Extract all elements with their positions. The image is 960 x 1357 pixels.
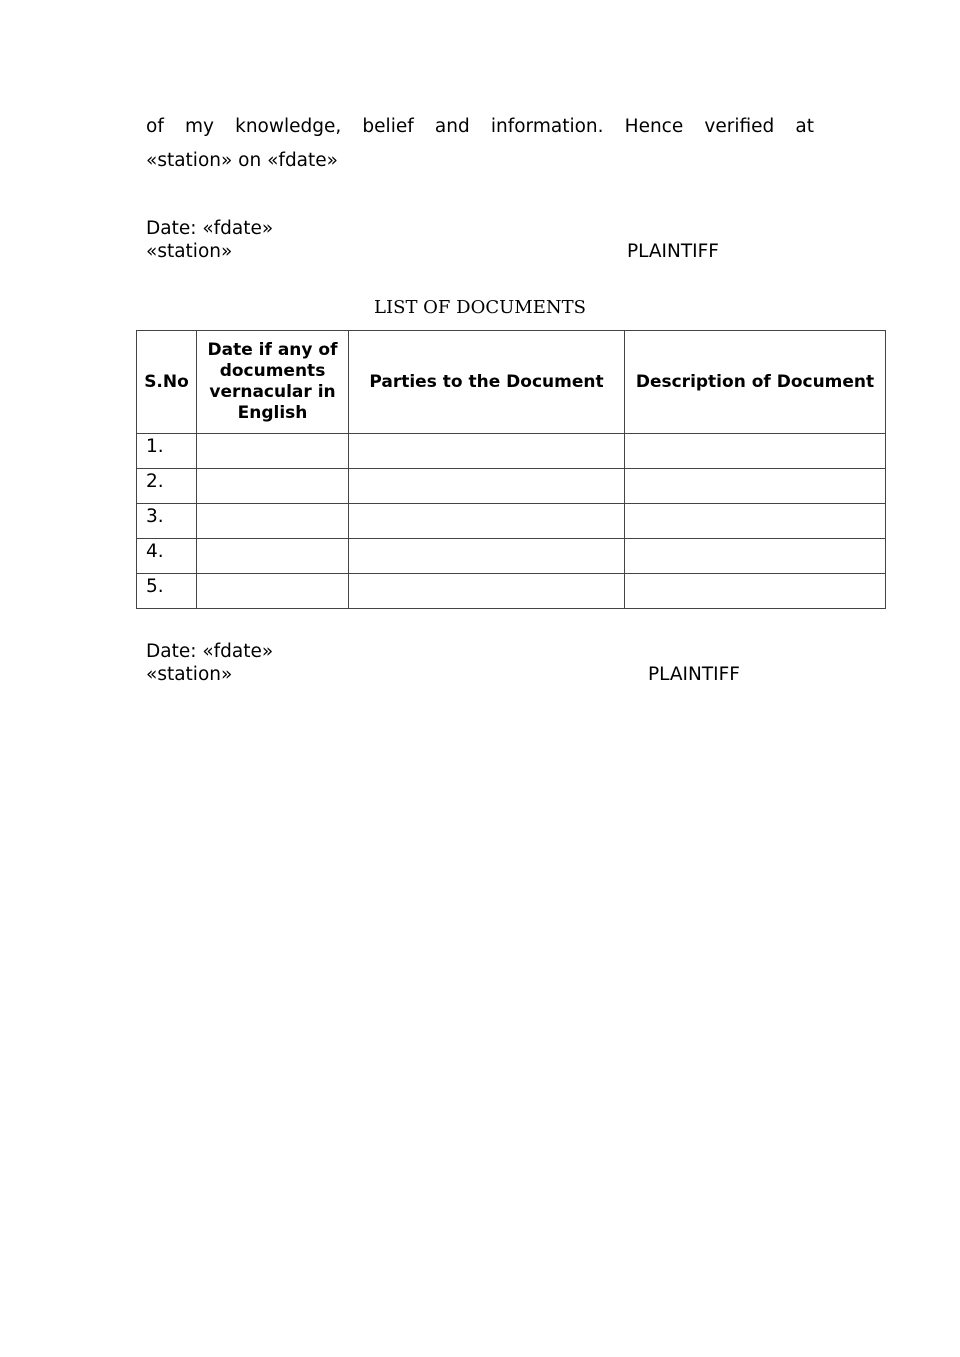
header-parties: Parties to the Document — [349, 331, 625, 434]
row-sno: 5. — [137, 574, 197, 609]
row-date-cell — [197, 504, 349, 539]
table-row — [137, 504, 886, 539]
verification-paragraph — [146, 110, 814, 178]
verification-line-1: of my knowledge, belief and information. Hence verified at — [146, 116, 814, 137]
row-description-cell — [625, 504, 886, 539]
row-date-cell — [197, 539, 349, 574]
row-parties-cell — [349, 434, 625, 469]
row-parties-cell — [349, 469, 625, 504]
table-row — [137, 469, 886, 504]
row-sno: 1. — [137, 434, 197, 469]
row-parties-cell — [349, 504, 625, 539]
header-sno: S.No — [137, 331, 197, 434]
top-date: Date: «fdate» — [146, 218, 274, 239]
row-sno: 4. — [137, 539, 197, 574]
table-row — [137, 539, 886, 574]
row-description-cell — [625, 574, 886, 609]
row-sno: 2. — [137, 469, 197, 504]
documents-table — [136, 330, 886, 609]
row-description-cell — [625, 469, 886, 504]
top-plaintiff-label: PLAINTIFF — [627, 241, 719, 262]
row-date-cell — [197, 434, 349, 469]
row-parties-cell — [349, 574, 625, 609]
row-description-cell — [625, 434, 886, 469]
bottom-date: Date: «fdate» — [146, 641, 274, 662]
table-row — [137, 574, 886, 609]
row-parties-cell — [349, 539, 625, 574]
table-row — [137, 434, 886, 469]
header-description: Description of Document — [625, 331, 886, 434]
bottom-station: «station» — [146, 664, 233, 685]
row-date-cell — [197, 574, 349, 609]
bottom-plaintiff-label: PLAINTIFF — [648, 664, 740, 685]
row-sno: 3. — [137, 504, 197, 539]
row-description-cell — [625, 539, 886, 574]
verification-line-2: «station» on «fdate» — [146, 150, 338, 171]
row-date-cell — [197, 469, 349, 504]
table-header-row — [137, 331, 886, 434]
header-date-vernacular: Date if any of documents vernacular in English — [197, 331, 349, 434]
list-of-documents-title: LIST OF DOCUMENTS — [374, 297, 586, 318]
top-station: «station» — [146, 241, 233, 262]
